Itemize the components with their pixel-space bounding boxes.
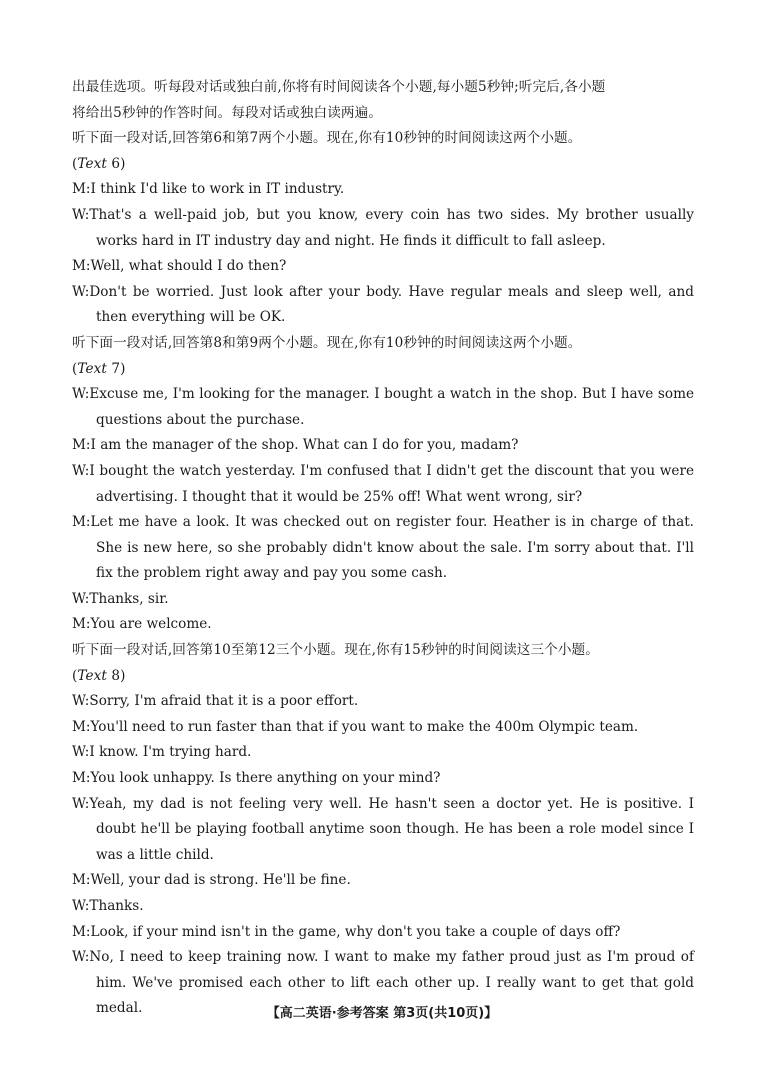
page-footer: 【高二英语·参考答案 第3页(共10页)】 [266,1006,498,1021]
dialogue-line [72,920,694,946]
dialogue-text: Don't be worried. Just look after your body. Have regular meals and sleep well, and then everything will be OK. [89,283,694,326]
dialogue-text: I think I'd like to work in IT industry. [90,181,345,198]
speaker-label: M: [72,514,91,531]
section-text-6 [72,126,694,331]
dialogue-text: Well, your dad is strong. He'll be fine. [90,872,351,889]
dialogue-line [72,740,694,766]
speaker-label: W: [72,206,90,223]
dialogue-text: That's a well-paid job, but you know, every coin has two sides. My brother usually works hard in IT industry day and night. He finds it difficult to fall asleep. [89,206,694,249]
speaker-label: W: [72,898,90,914]
speaker-label: W: [72,693,90,710]
speaker-label: W: [72,462,90,479]
speaker-label: M: [72,872,91,889]
dialogue-line [72,510,694,587]
speaker-label: W: [72,386,90,403]
document-body [72,75,694,1022]
dialogue-text: Excuse me, I'm looking for the manager. I bought a watch in the shop. But I have some questions about the purchase. [89,386,694,428]
dialogue-text: Sorry, I'm afraid that it is a poor effort. [89,693,359,710]
dialogue-text: I know. I'm trying hard. [89,744,252,761]
dialogue-text: Thanks, sir. [89,590,169,607]
dialogue-line [72,715,694,741]
dialogue-line [72,433,694,459]
speaker-label: M: [72,181,91,198]
text-label: (Text 6) [72,155,126,172]
dialogue-text: Let me have a look. It was checked out on register four. Heather is in charge of that. She is new here, so she probably didn't know about the sale. I'm sorry about that. I'll fix the problem right away and pay you some cash. [90,514,694,582]
text-label: (Text 7) [72,360,126,377]
section-text-8 [72,638,694,1022]
dialogue-line [72,689,694,715]
dialogue-line [72,382,694,433]
dialogue-text: I am the manager of the shop. What can I do for you, madam? [90,437,519,454]
speaker-label: M: [72,437,91,454]
dialogue-text: Yeah, my dad is not feeling very well. He hasn't seen a doctor yet. He is positive. I doubt he'll be playing football anytime soon though. He has been a role model since I was a little child. [89,795,694,863]
dialogue-line [72,868,694,894]
dialogue-text: Well, what should I do then? [90,258,287,275]
dialogue-line [72,792,694,869]
dialogue-line [72,203,694,254]
dialogue-text: Thanks. [89,898,144,914]
dialogue-line [72,894,694,920]
dialogue-text: Look, if your mind isn't in the game, why don't you take a couple of days off? [90,923,621,940]
dialogue-text: You look unhappy. Is there anything on your mind? [90,770,441,787]
dialogue-text: You are welcome. [90,616,212,633]
dialogue-line [72,766,694,792]
section-instruction: 听下面一段对话,回答第10至第12三个小题。现在,你有15秒钟的时间阅读这三个小题。 [72,642,599,659]
dialogue-line [72,177,694,203]
dialogue-text: You'll need to run faster than that if you want to make the 400m Olympic team. [90,718,639,735]
speaker-label: M: [72,258,91,275]
speaker-label: W: [72,590,90,607]
dialogue-text: I bought the watch yesterday. I'm confused that I didn't get the discount that you were advertising. I thought that it would be 25% off! What went wrong, sir? [89,462,694,505]
dialogue-line [72,280,694,331]
speaker-label: M: [72,770,91,787]
text-label: (Text 8) [72,667,126,684]
speaker-label: W: [72,949,90,966]
intro-line-1: 出最佳选项。听每段对话或独白前,你将有时间阅读各个小题,每小题5秒钟;听完后,各小题 [72,79,606,95]
speaker-label: M: [72,923,91,940]
dialogue-line [72,254,694,280]
speaker-label: M: [72,616,91,633]
dialogue-line [72,587,694,613]
dialogue-line [72,612,694,638]
speaker-label: W: [72,744,90,761]
dialogue-text: No, I need to keep training now. I want to make my father proud just as I'm proud of him. We've promised each other to lift each other up. I really want to get that gold medal. [89,949,694,1017]
dialogue-line [72,459,694,510]
speaker-label: M: [72,718,91,735]
section-instruction: 听下面一段对话,回答第6和第7两个小题。现在,你有10秒钟的时间阅读这两个小题。 [72,130,582,147]
section-text-7 [72,331,694,638]
speaker-label: W: [72,795,90,812]
speaker-label: W: [72,283,90,300]
intro-line-2: 将给出5秒钟的作答时间。每段对话或独白读两遍。 [72,104,383,121]
section-instruction: 听下面一段对话,回答第8和第9两个小题。现在,你有10秒钟的时间阅读这两个小题。 [72,334,582,351]
